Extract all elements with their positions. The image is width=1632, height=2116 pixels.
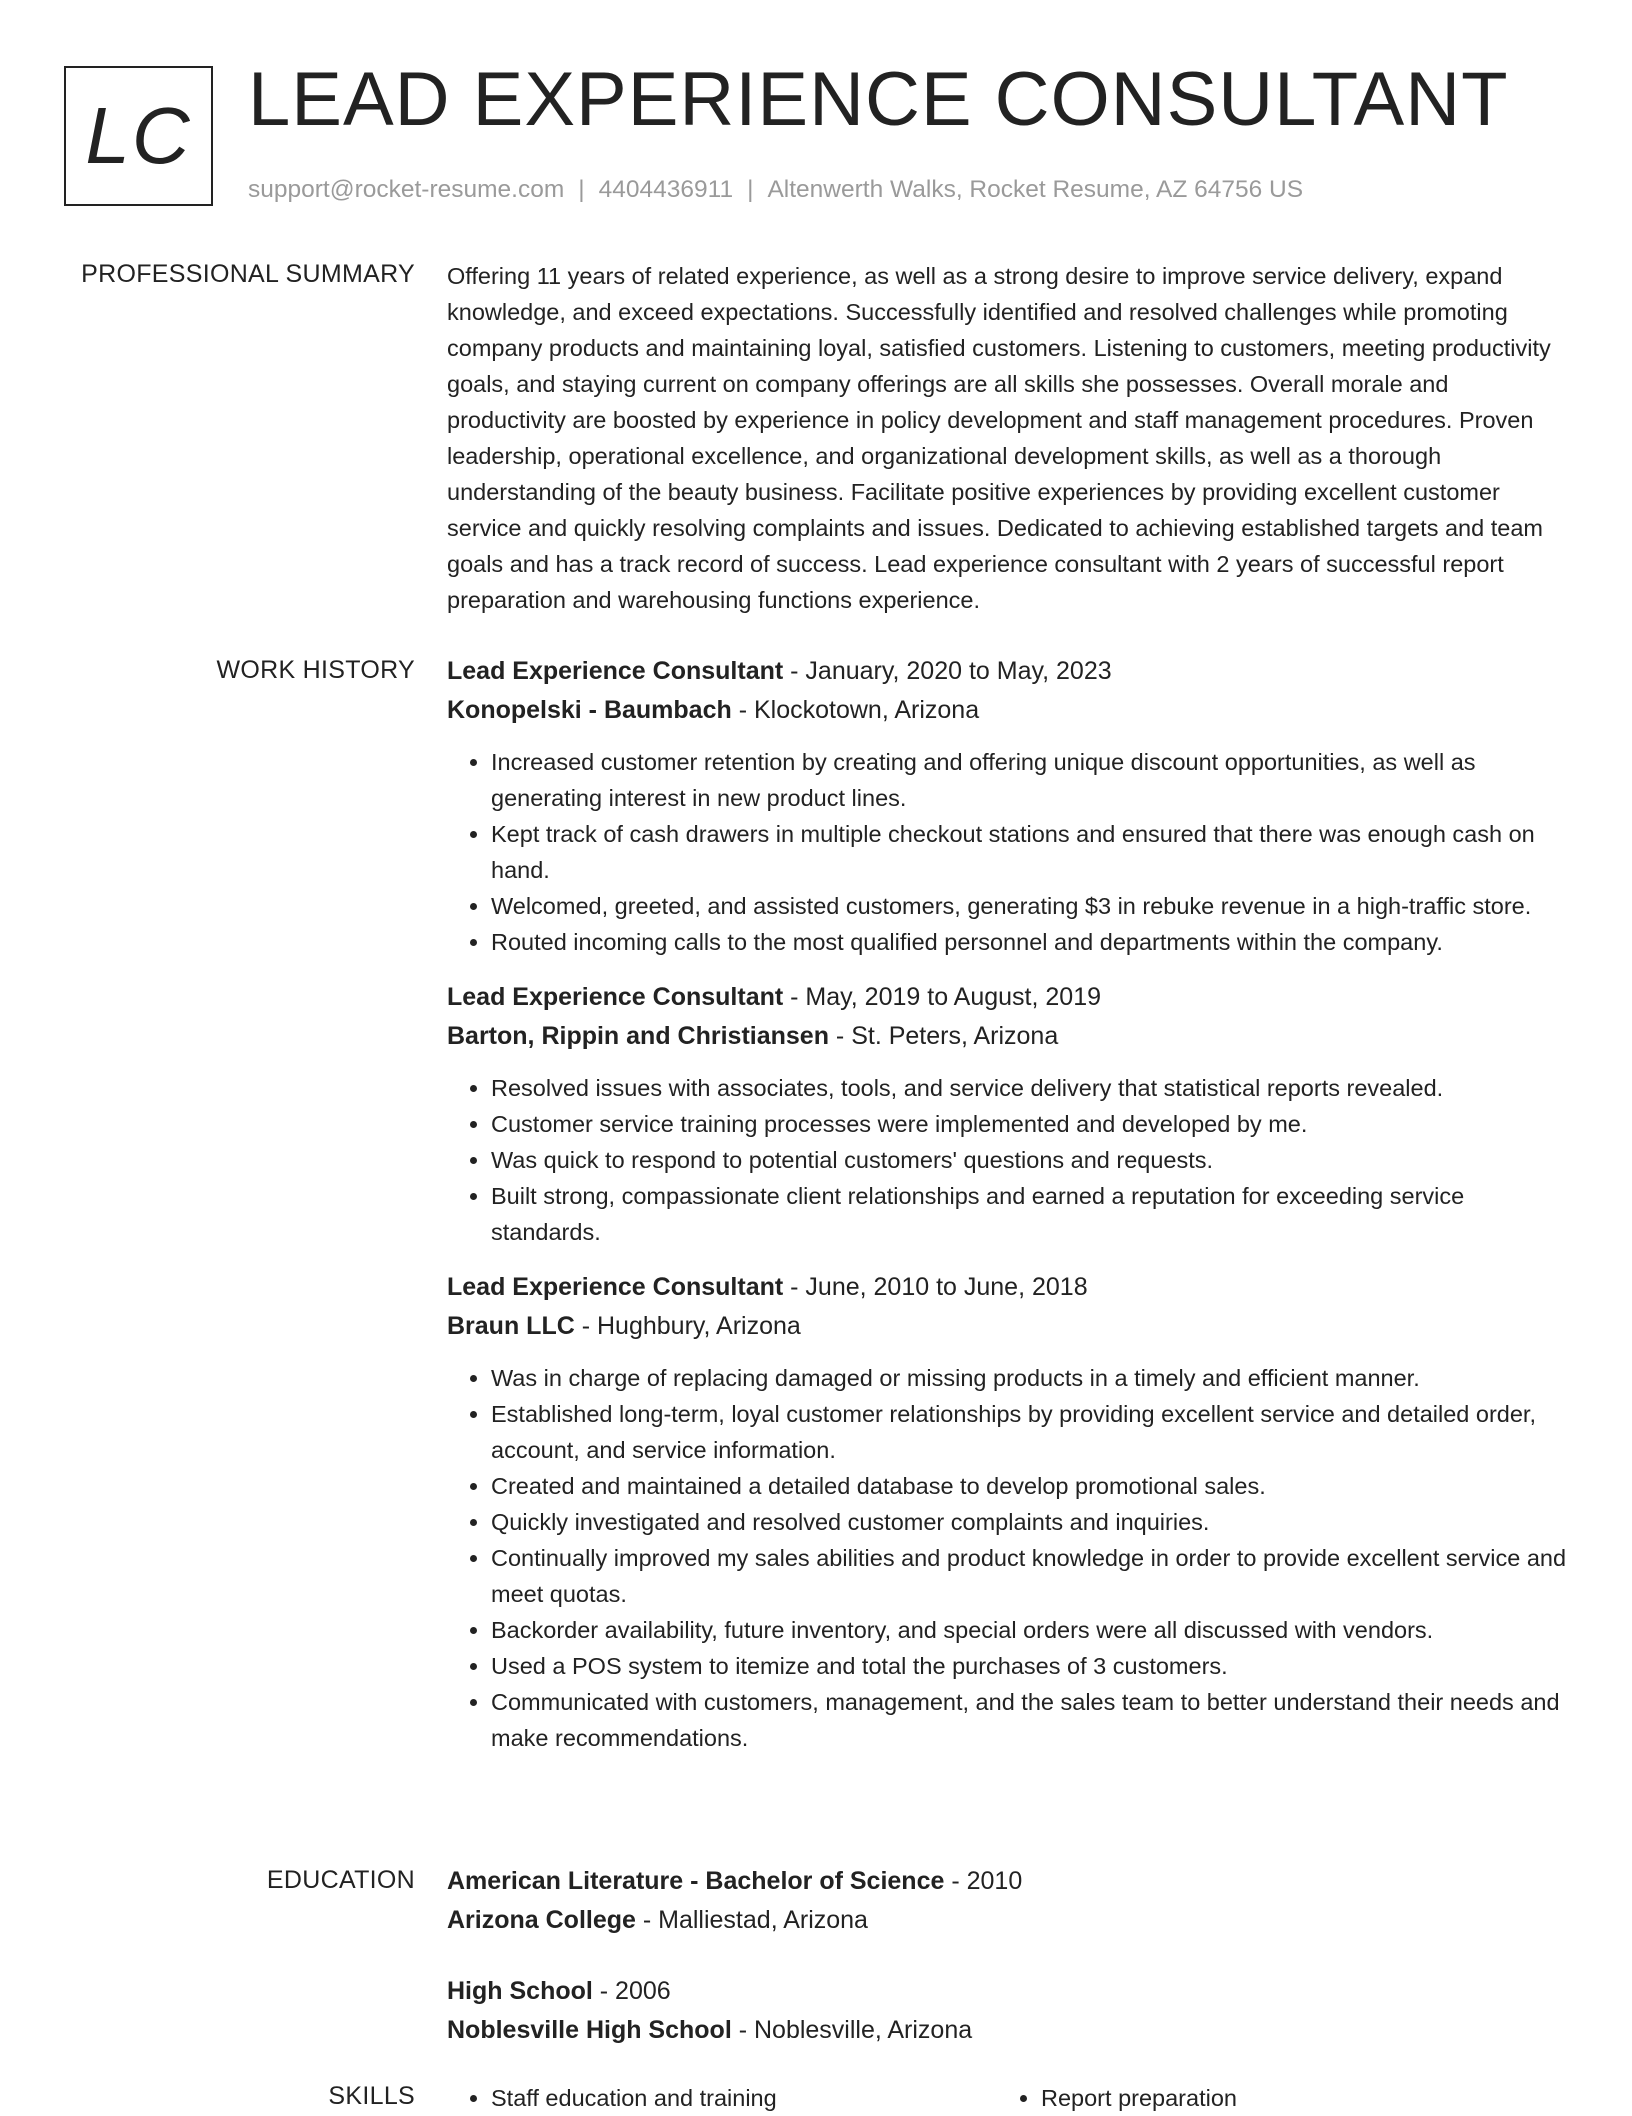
job-bullet: • Kept track of cash drawers in multiple checkout stations and ensured that there was enough cash on hand. [491, 816, 1567, 888]
job-bullets [447, 744, 1567, 960]
education-year: - 2006 [592, 1977, 671, 2005]
contact-separator: | [747, 176, 754, 203]
job-bullet: • Welcomed, greeted, and assisted customers, generating $3 in rebuke revenue in a high-traffic store. [491, 888, 1567, 924]
contact-phone[interactable]: 4404436911 [598, 176, 734, 203]
monogram-text: LC [85, 91, 192, 180]
section-title-education: EDUCATION [266, 1866, 415, 1894]
job-bullet: • Created and maintained a detailed database to develop promotional sales. [491, 1468, 1567, 1504]
education-location: - Malliestad, Arizona [635, 1906, 868, 1934]
education-degree: American Literature - Bachelor of Science [447, 1867, 945, 1895]
job-company: Braun LLC [447, 1312, 575, 1340]
skill-item: • Staff education and training [491, 2080, 997, 2116]
job-bullet: • Established long-term, loyal customer relationships by providing excellent service and detailed order, account, and service information. [491, 1396, 1567, 1468]
contact-email[interactable]: support@rocket-resume.com [248, 176, 565, 203]
job-title-line [447, 652, 1567, 691]
education-degree-line [447, 1862, 1567, 1901]
job-location: - St. Peters, Arizona [828, 1022, 1059, 1050]
job-role: Lead Experience Consultant [447, 657, 784, 685]
job-company: Konopelski - Baumbach [447, 696, 732, 724]
job-bullets [447, 1360, 1567, 1756]
job-entry [447, 1268, 1567, 1756]
skills-column-1 [447, 2080, 997, 2116]
job-bullet: • Was quick to respond to potential customers' questions and requests. [491, 1142, 1567, 1178]
job-company-line [447, 1017, 1567, 1056]
job-title-line [447, 978, 1567, 1017]
skills-body [447, 2080, 1567, 2116]
job-dates: - January, 2020 to May, 2023 [783, 657, 1112, 685]
education-entry [447, 1972, 1567, 2050]
resume-name: LEAD EXPERIENCE CONSULTANT [248, 57, 1509, 142]
education-entry [447, 1862, 1567, 1940]
job-role: Lead Experience Consultant [447, 983, 784, 1011]
education-school-line [447, 2011, 1567, 2050]
job-company-line [447, 691, 1567, 730]
monogram-logo [64, 66, 213, 206]
work-history-body [447, 652, 1567, 1756]
job-bullet: • Built strong, compassionate client relationships and earned a reputation for exceeding service standards. [491, 1178, 1567, 1250]
job-entry [447, 652, 1567, 960]
education-degree: High School [447, 1977, 593, 2005]
job-bullet: • Quickly investigated and resolved customer complaints and inquiries. [491, 1504, 1567, 1540]
education-school: Noblesville High School [447, 2016, 732, 2044]
job-bullet: • Was in charge of replacing damaged or missing products in a timely and efficient manner. [491, 1360, 1567, 1396]
job-bullet: • Backorder availability, future inventory, and special orders were all discussed with vendors. [491, 1612, 1567, 1648]
job-role: Lead Experience Consultant [447, 1273, 784, 1301]
job-dates: - June, 2010 to June, 2018 [783, 1273, 1088, 1301]
contact-line [248, 176, 1303, 204]
job-company: Barton, Rippin and Christiansen [447, 1022, 829, 1050]
education-year: - 2010 [944, 1867, 1023, 1895]
education-location: - Noblesville, Arizona [731, 2016, 973, 2044]
job-bullet: • Resolved issues with associates, tools, and service delivery that statistical reports revealed. [491, 1070, 1567, 1106]
contact-separator: | [578, 176, 585, 203]
job-title-line [447, 1268, 1567, 1307]
job-bullet: • Increased customer retention by creating and offering unique discount opportunities, as well as generating interest in new product lines. [491, 744, 1567, 816]
summary-body [447, 258, 1567, 618]
job-bullet: • Used a POS system to itemize and total the purchases of 3 customers. [491, 1648, 1567, 1684]
job-bullet: • Customer service training processes were implemented and developed by me. [491, 1106, 1567, 1142]
skills-columns [447, 2080, 1567, 2116]
job-bullet: • Communicated with customers, management, and the sales team to better understand their needs and make recommendations. [491, 1684, 1567, 1756]
section-title-skills: SKILLS [328, 2082, 415, 2110]
job-bullet: • Routed incoming calls to the most qualified personnel and departments within the company. [491, 924, 1567, 960]
education-body [447, 1862, 1567, 2050]
job-bullets [447, 1070, 1567, 1250]
section-title-work-history: WORK HISTORY [216, 656, 415, 684]
job-entry [447, 978, 1567, 1250]
skill-item: • Report preparation [1041, 2080, 1547, 2116]
contact-address: Altenwerth Walks, Rocket Resume, AZ 64756 US [767, 176, 1304, 203]
summary-text: Offering 11 years of related experience, as well as a strong desire to improve service delivery, expand knowledge, and exceed expectations. Successfully identified and resolved challenges while promoting company products and maintaining loyal, satisfied customers. Listening to customers, meeting productivity goals, and staying current on company offerings are all skills she possesses. Overall morale and productivity are boosted by experience in policy development and staff management procedures. Proven leadership, operational excellence, and organizational development skills, as well as a thorough understanding of the beauty business. Facilitate positive experiences by providing excellent customer service and quickly resolving complaints and issues. Dedicated to achieving established targets and team goals and has a track record of success. Lead experience consultant with 2 years of successful report preparation and warehousing functions experience. [447, 263, 1551, 613]
education-school-line [447, 1901, 1567, 1940]
job-location: - Klockotown, Arizona [731, 696, 980, 724]
skills-column-2 [997, 2080, 1547, 2116]
section-title-summary: PROFESSIONAL SUMMARY [81, 260, 415, 288]
job-bullet: • Continually improved my sales abilities and product knowledge in order to provide excellent service and meet quotas. [491, 1540, 1567, 1612]
job-company-line [447, 1307, 1567, 1346]
job-location: - Hughbury, Arizona [574, 1312, 801, 1340]
job-dates: - May, 2019 to August, 2019 [783, 983, 1102, 1011]
education-degree-line [447, 1972, 1567, 2011]
education-school: Arizona College [447, 1906, 636, 1934]
